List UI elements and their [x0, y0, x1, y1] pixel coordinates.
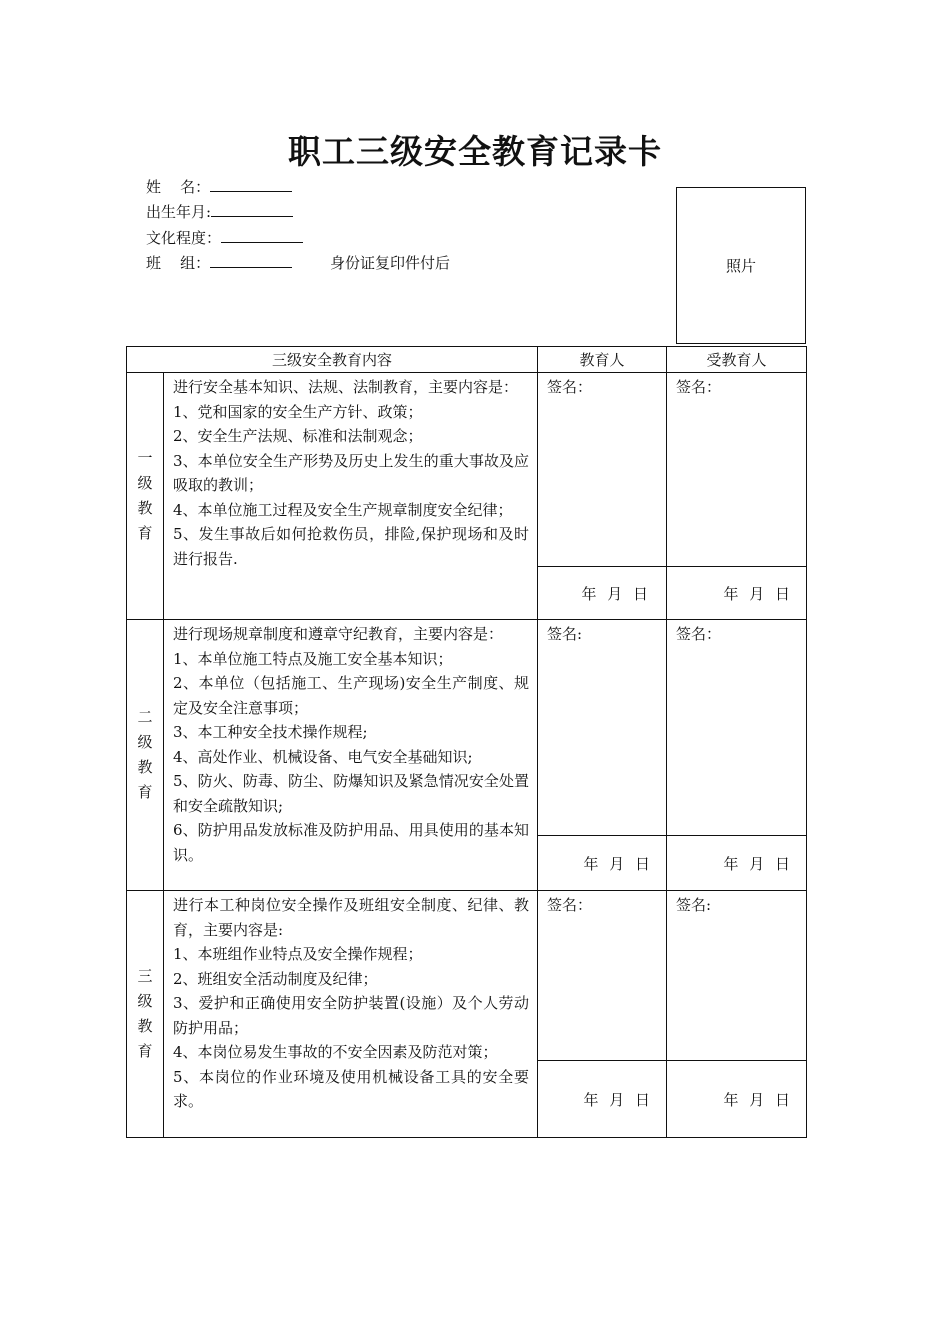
- level-2-educator-date[interactable]: 年 月 日: [538, 836, 667, 891]
- team-field[interactable]: [210, 252, 292, 268]
- level-2-educator-sign[interactable]: 签名:: [538, 620, 667, 836]
- level-1-trainee-date[interactable]: 年 月 日: [667, 567, 807, 620]
- level-3-educator-sign[interactable]: 签名：: [538, 891, 667, 1061]
- level-3-trainee-date[interactable]: 年 月 日: [667, 1061, 807, 1138]
- birth-field[interactable]: [211, 201, 293, 217]
- header-trainee: 受教育人: [667, 347, 807, 373]
- level-2-trainee-sign[interactable]: 签名：: [667, 620, 807, 836]
- level-1-cell: [127, 373, 164, 620]
- level-2-label: 二级教育: [137, 708, 153, 801]
- level-3-content: 进行本工种岗位安全操作及班组安全制度、纪律、教育，主要内容是: 1、本班组作业特点及安全操作规程； 2、班组安全活动制度及纪律； 3、爱护和正确使用安全防护装置(设施）及个人劳动防护用品； 4、本岗位易发生事故的不安全因素及防范对策； 5、本岗位的作业环境及使用机械设备工具的安全要求。: [164, 891, 538, 1138]
- level-3-label: 三级教育: [137, 967, 153, 1060]
- education-table: [126, 346, 807, 1138]
- header-educator: 教育人: [538, 347, 667, 373]
- education-field[interactable]: [221, 227, 303, 243]
- name-field[interactable]: [210, 176, 292, 192]
- education-row: [146, 227, 303, 248]
- level-1-trainee-sign[interactable]: 签名：: [667, 373, 807, 567]
- level-3-educator-date[interactable]: 年 月 日: [538, 1061, 667, 1138]
- header-content: 三级安全教育内容: [127, 347, 538, 373]
- level-1-content: 进行安全基本知识、法规、法制教育，主要内容是： 1、党和国家的安全生产方针、政策； 2、安全生产法规、标准和法制观念； 3、本单位安全生产形势及历史上发生的重大事故及应吸取的教训； 4、本单位施工过程及安全生产规章制度安全纪律； 5、发生事故后如何抢救伤员，排险,保护现场和及时进行报告.: [164, 373, 538, 620]
- level-3-trainee-sign[interactable]: 签名:: [667, 891, 807, 1061]
- education-label: 文化程度：: [146, 229, 222, 247]
- team-label: 班 组：: [146, 254, 211, 272]
- level-2-row: [127, 620, 807, 836]
- name-label: 姓 名：: [146, 178, 211, 196]
- birth-row: [146, 201, 293, 222]
- photo-label: 照片: [725, 257, 756, 275]
- page-title: 职工三级安全教育记录卡: [288, 132, 662, 171]
- level-3-row: [127, 891, 807, 1061]
- table-header: [127, 347, 807, 373]
- level-2-content: 进行现场规章制度和遵章守纪教育，主要内容是： 1、本单位施工特点及施工安全基本知识； 2、本单位（包括施工、生产现场)安全生产制度、规定及安全注意事项； 3、本工种安全技术操作规程; 4、高处作业、机械设备、电气安全基础知识; 5、防火、防毒、防尘、防爆知识及紧急情况安全处置和安全疏散知识; 6、防护用品发放标准及防护用品、用具使用的基本知识。: [164, 620, 538, 891]
- level-1-educator-sign[interactable]: 签名：: [538, 373, 667, 567]
- name-row: [146, 176, 292, 197]
- photo-box: [676, 187, 806, 344]
- id-copy-note: 身份证复印件付后: [330, 254, 451, 272]
- team-row: [146, 252, 292, 273]
- birth-label: 出生年月:: [146, 203, 212, 221]
- level-1-label: 一级教育: [137, 449, 153, 542]
- level-2-trainee-date[interactable]: 年 月 日: [667, 836, 807, 891]
- level-1-educator-date[interactable]: 年 月 日: [538, 567, 667, 620]
- level-3-cell: [127, 891, 164, 1138]
- level-1-row: [127, 373, 807, 567]
- level-2-cell: [127, 620, 164, 891]
